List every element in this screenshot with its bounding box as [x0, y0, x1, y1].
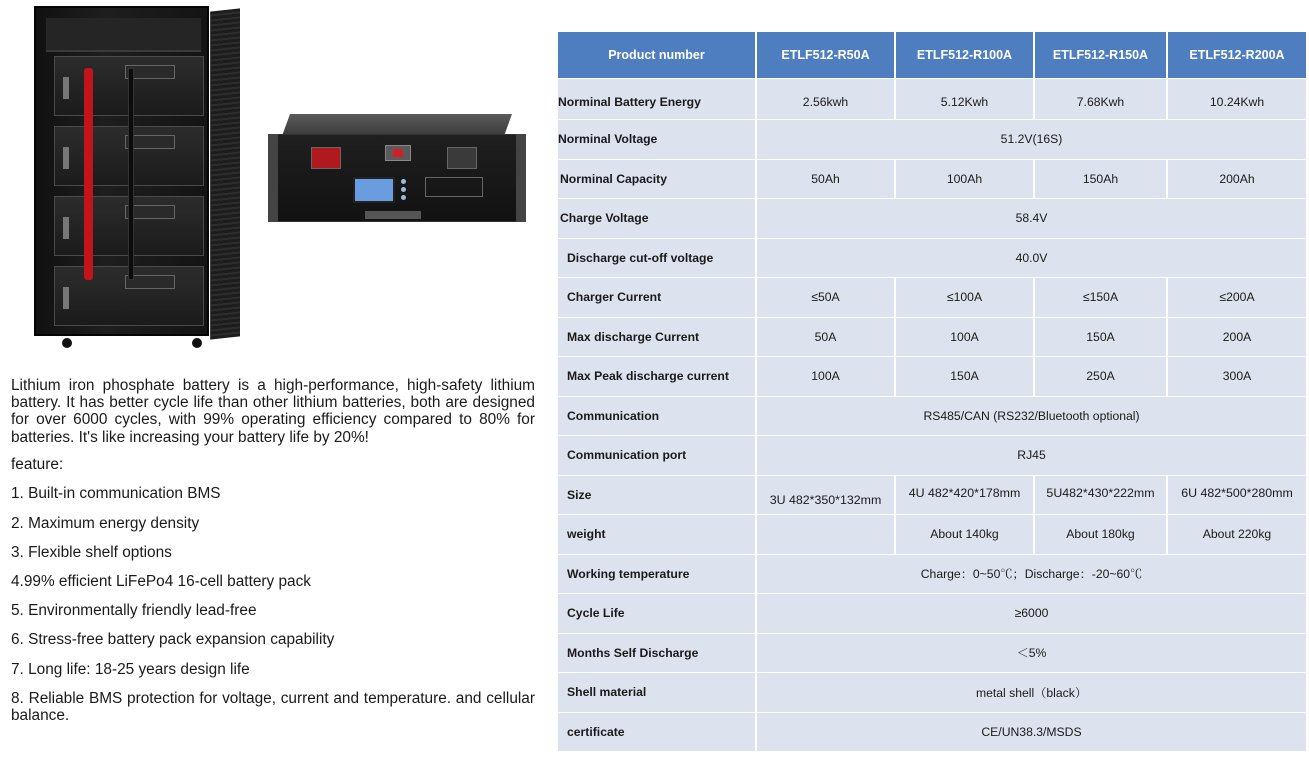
- table-cell: 200Ah: [1168, 160, 1306, 199]
- row-label: Months Self Discharge: [558, 634, 755, 673]
- feature-item: 4.99% efficient LiFePo4 16-cell battery pack: [11, 573, 312, 590]
- rack-ear-left: [268, 134, 278, 222]
- table-cell: About 140kg: [896, 515, 1033, 554]
- table-cell: 10.24Kwh: [1168, 79, 1306, 119]
- table-row: [558, 634, 1306, 673]
- table-row: [558, 713, 1306, 752]
- table-cell: About 180kg: [1035, 515, 1166, 554]
- rack-ear-right: [516, 134, 526, 222]
- rack-cabinet-door: [210, 8, 240, 339]
- table-row: [558, 515, 1306, 554]
- column-header: ETLF512-R50A: [757, 32, 894, 78]
- status-led-icon: [401, 187, 406, 192]
- feature-item: 6. Stress-free battery pack expansion capability: [11, 631, 335, 648]
- table-row: [558, 79, 1306, 119]
- black-power-cable: [128, 68, 134, 280]
- row-label: Norminal Battery Energy: [558, 79, 755, 119]
- table-cell: 6U 482*500*280mm: [1168, 476, 1306, 515]
- breaker-switch-icon: [385, 145, 411, 161]
- table-cell: 4U 482*420*178mm: [896, 476, 1033, 515]
- table-cell: RS485/CAN (RS232/Bluetooth optional): [757, 397, 1306, 436]
- table-cell: ≤100A: [896, 278, 1033, 317]
- table-cell: 58.4V: [757, 199, 1306, 238]
- intro-paragraph: Lithium iron phosphate battery is a high-performance, high-safety lithium battery. It has better cycle life than other lithium batteries, both are designed for over 6000 cycles, with 99% operating efficiency compared to 80% for batteries. It's like increasing your battery life by 20%!: [11, 377, 535, 446]
- table-cell: Charge：0~50℃；Discharge：-20~60℃: [757, 555, 1306, 594]
- table-row: [558, 673, 1306, 712]
- rack-module-image: [272, 114, 522, 222]
- status-led-icon: [401, 195, 406, 200]
- feature-item: 8. Reliable BMS protection for voltage, current and temperature. and cellular balance.: [11, 690, 535, 725]
- row-label: Max discharge Current: [558, 318, 755, 357]
- table-cell: RJ45: [757, 436, 1306, 475]
- table-row: [558, 555, 1306, 594]
- table-cell: 51.2V(16S): [757, 120, 1306, 159]
- feature-item: 1. Built-in communication BMS: [11, 485, 221, 502]
- table-cell: ≤50A: [757, 278, 894, 317]
- row-label: Charger Current: [558, 278, 755, 317]
- table-header-row: [558, 32, 1306, 78]
- table-cell: ＜5%: [757, 634, 1306, 673]
- row-label: Norminal Voltage: [558, 120, 755, 159]
- rack-cabinet-body: [34, 6, 209, 336]
- table-cell: 150Ah: [1035, 160, 1166, 199]
- table-row: [558, 120, 1306, 159]
- table-row: [558, 239, 1306, 278]
- table-row: [558, 397, 1306, 436]
- table-row: [558, 476, 1306, 515]
- table-cell: 250A: [1035, 357, 1166, 396]
- table-cell: 5.12Kwh: [896, 79, 1033, 119]
- table-row: [558, 594, 1306, 633]
- module-nameplate: [425, 177, 483, 197]
- row-label: Communication port: [558, 436, 755, 475]
- row-label: Max Peak discharge current: [558, 357, 755, 396]
- table-cell: CE/UN38.3/MSDS: [757, 713, 1306, 752]
- column-header: ETLF512-R150A: [1035, 32, 1166, 78]
- table-cell: 200A: [1168, 318, 1306, 357]
- feature-item: 3. Flexible shelf options: [11, 544, 172, 561]
- table-cell: 50Ah: [757, 160, 894, 199]
- table-row: [558, 318, 1306, 357]
- row-label: weight: [558, 515, 755, 554]
- status-led-icon: [401, 179, 406, 184]
- row-label: Charge Voltage: [558, 199, 755, 238]
- table-cell: 50A: [757, 318, 894, 357]
- caster-wheel-icon: [62, 338, 72, 348]
- caster-wheel-icon: [192, 338, 202, 348]
- table-cell: ≤150A: [1035, 278, 1166, 317]
- row-label: Shell material: [558, 673, 755, 712]
- table-cell: 150A: [896, 357, 1033, 396]
- feature-item: 7. Long life: 18-25 years design life: [11, 661, 250, 678]
- table-cell: ≥6000: [757, 594, 1306, 633]
- table-row: [558, 278, 1306, 317]
- row-label: Working temperature: [558, 555, 755, 594]
- table-cell: 40.0V: [757, 239, 1306, 278]
- rack-cabinet-image: [34, 6, 242, 346]
- module-top-cover: [282, 114, 512, 136]
- communication-ports-icon: [365, 211, 421, 219]
- positive-terminal-icon: [311, 147, 341, 169]
- row-label: Norminal Capacity: [558, 160, 755, 199]
- table-cell: metal shell（black）: [757, 673, 1306, 712]
- red-power-cable: [84, 68, 93, 280]
- table-row: [558, 199, 1306, 238]
- table-cell: ≤200A: [1168, 278, 1306, 317]
- lcd-screen-icon: [353, 177, 395, 203]
- table-cell: 5U482*430*222mm: [1035, 476, 1166, 515]
- row-label: Cycle Life: [558, 594, 755, 633]
- column-header: Product number: [558, 32, 755, 78]
- table-cell: 150A: [1035, 318, 1166, 357]
- row-label: Discharge cut-off voltage: [558, 239, 755, 278]
- column-header: ETLF512-R200A: [1168, 32, 1306, 78]
- table-cell: 300A: [1168, 357, 1306, 396]
- table-cell: 100A: [896, 318, 1033, 357]
- table-row: [558, 436, 1306, 475]
- table-cell: 100Ah: [896, 160, 1033, 199]
- table-cell: About 220kg: [1168, 515, 1306, 554]
- table-row: [558, 160, 1306, 199]
- spec-table: [556, 31, 1308, 752]
- table-row: [558, 357, 1306, 396]
- row-label: Size: [558, 476, 755, 515]
- rack-cabinet-top-shelf: [46, 18, 201, 52]
- negative-terminal-icon: [447, 147, 477, 169]
- row-label: Communication: [558, 397, 755, 436]
- feature-heading: feature:: [11, 456, 64, 473]
- table-cell: 2.56kwh: [757, 79, 894, 119]
- module-front-panel: [272, 134, 522, 222]
- table-cell: 7.68Kwh: [1035, 79, 1166, 119]
- column-header: ETLF512-R100A: [896, 32, 1033, 78]
- feature-item: 2. Maximum energy density: [11, 515, 200, 532]
- table-cell: 100A: [757, 357, 894, 396]
- table-cell: 3U 482*350*132mm: [757, 476, 894, 515]
- table-cell: [757, 515, 894, 554]
- row-label: certificate: [558, 713, 755, 752]
- feature-item: 5. Environmentally friendly lead-free: [11, 602, 257, 619]
